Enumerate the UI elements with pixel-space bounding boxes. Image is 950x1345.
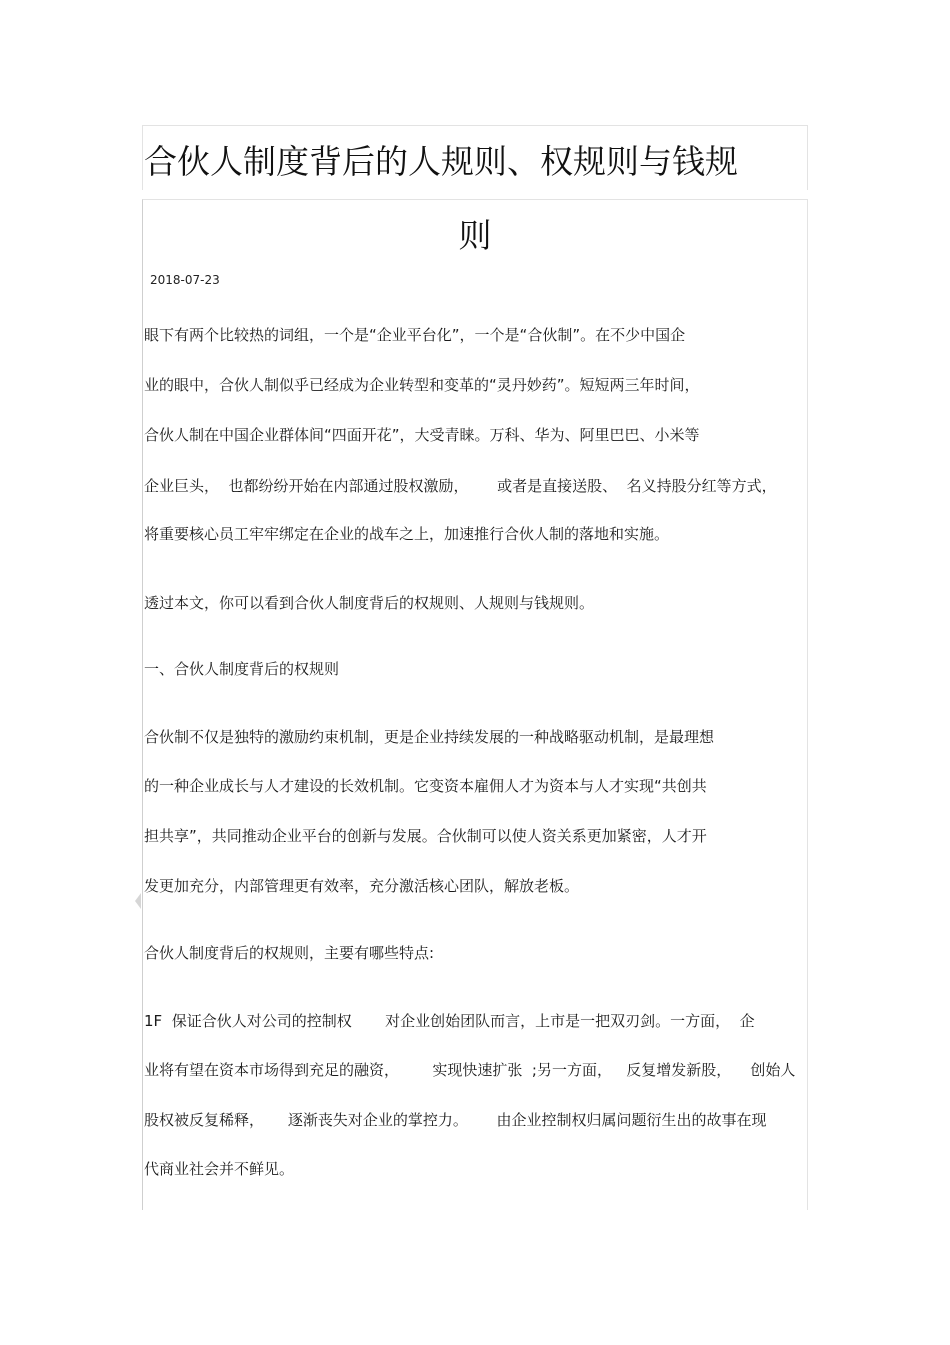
article-title-line-1: 合伙人制度背后的人规则、权规则与钱规 — [144, 142, 738, 181]
publish-date: 2018-07-23 — [150, 273, 220, 287]
summary-paragraph: 透过本文，你可以看到合伙人制度背后的权规则、人规则与钱规则。 — [144, 594, 595, 612]
paragraph-line: 合伙制不仅是独特的激励约束机制，更是企业持续发展的一种战略驱动机制，是最理想 — [144, 728, 715, 746]
paragraph-line: 发更加充分，内部管理更有效率，充分激活核心团队，解放老板。 — [144, 877, 580, 895]
paragraph-line: 的一种企业成长与人才建设的长效机制。它变资本雇佣人才为资本与人才实现“共创共 — [144, 777, 707, 795]
paragraph-line: 企业巨头， 也都纷纷开始在内部通过股权激励， 或者是直接送股、 名义持股分红等方式， — [144, 477, 777, 495]
paragraph-line: 合伙人制在中国企业群体间“四面开花”，大受青睐。万科、华为、阿里巴巴、小米等 — [144, 426, 700, 444]
content-frame — [142, 199, 808, 1210]
paragraph-line: 业的眼中，合伙人制似乎已经成为企业转型和变革的“灵丹妙药”。短短两三年时间， — [144, 376, 700, 394]
article-title-line-2: 则 — [458, 216, 492, 255]
paragraph-line: 眼下有两个比较热的词组，一个是“企业平台化”，一个是“合伙制”。在不少中国企 — [144, 326, 686, 344]
paragraph-line: 将重要核心员工牢牢绑定在企业的战车之上，加速推行合伙人制的落地和实施。 — [144, 525, 670, 543]
paragraph-line: 股权被反复稀释， 逐渐丧失对企业的掌控力。 由企业控制权归属问题衍生出的故事在现 — [144, 1111, 767, 1129]
section-heading: 一、合伙人制度背后的权规则 — [144, 660, 340, 678]
page-edge-marker — [135, 893, 141, 909]
paragraph-line: 代商业社会并不鲜见。 — [144, 1160, 295, 1178]
paragraph-line: 担共享”，共同推动企业平台的创新与发展。合伙制可以使人资关系更加紧密，人才开 — [144, 827, 707, 845]
features-heading: 合伙人制度背后的权规则，主要有哪些特点: — [144, 944, 435, 962]
paragraph-line: 业将有望在资本市场得到充足的融资， 实现快速扩张 ;另一方面， 反复增发新股， 创始人 — [144, 1061, 796, 1079]
paragraph-line: 1F 保证合伙人对公司的控制权 对企业创始团队而言，上市是一把双刃剑。一方面， 企 — [144, 1012, 755, 1030]
